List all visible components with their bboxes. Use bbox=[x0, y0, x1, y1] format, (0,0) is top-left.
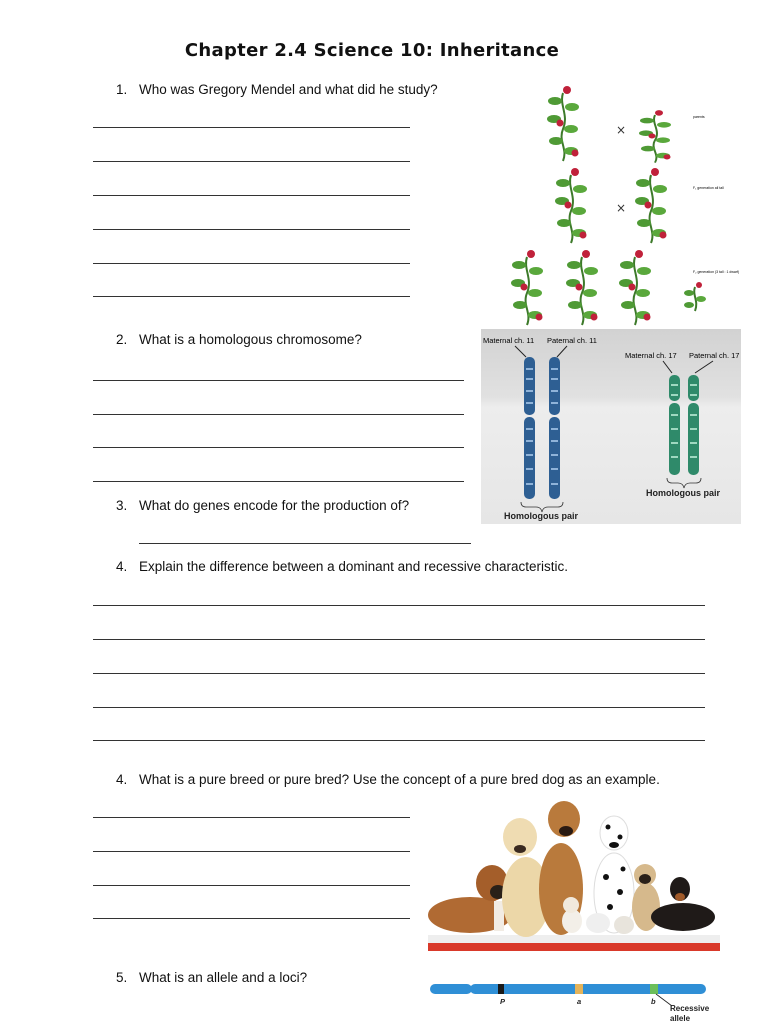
maternal-ch11-label: Maternal ch. 11 bbox=[483, 336, 535, 345]
answer-line[interactable] bbox=[93, 673, 705, 674]
locus-a-band bbox=[575, 984, 583, 994]
question-number: 5. bbox=[116, 970, 128, 985]
answer-line[interactable] bbox=[93, 639, 705, 640]
figure-label: F₂ generation (3 tall : 1 dwarf) bbox=[693, 270, 740, 274]
f2-plant bbox=[511, 250, 543, 325]
question-number: 3. bbox=[116, 498, 128, 513]
pea-plant-illustration bbox=[505, 85, 745, 327]
locus-p-band bbox=[498, 984, 504, 994]
chromosome-17-maternal bbox=[669, 375, 680, 475]
answer-line[interactable] bbox=[93, 229, 410, 230]
answer-line[interactable] bbox=[93, 414, 464, 415]
question-4 bbox=[116, 559, 568, 574]
purebred-dogs-figure bbox=[428, 797, 720, 957]
question-5 bbox=[116, 970, 307, 985]
question-text: Explain the difference between a dominant and recessive characteristic. bbox=[139, 559, 568, 574]
question-number: 2. bbox=[116, 332, 128, 347]
chromosome-loci-illustration bbox=[428, 978, 728, 1024]
question-text: What is a pure breed or pure bred? Use the concept of a pure bred dog as an example. bbox=[139, 772, 660, 787]
answer-line[interactable] bbox=[93, 263, 410, 264]
answer-line[interactable] bbox=[93, 918, 410, 919]
question-1 bbox=[116, 82, 438, 97]
page-title: Chapter 2.4 Science 10: Inheritance bbox=[184, 40, 560, 61]
chromosome-illustration bbox=[481, 329, 741, 524]
doberman-dog bbox=[651, 877, 715, 931]
question-4b bbox=[116, 772, 660, 787]
question-text: What do genes encode for the production of? bbox=[139, 498, 410, 513]
f2-dwarf-plant bbox=[684, 282, 706, 311]
answer-line[interactable] bbox=[93, 161, 410, 162]
question-number: 4. bbox=[116, 772, 128, 787]
recessive-allele-label bbox=[670, 1004, 711, 1023]
boxer-dog bbox=[428, 865, 512, 933]
answer-line[interactable] bbox=[93, 127, 410, 128]
f1-plant bbox=[635, 168, 667, 243]
question-3 bbox=[116, 498, 409, 513]
answer-line[interactable] bbox=[93, 740, 705, 741]
pea-plant-figure bbox=[505, 85, 745, 327]
chromosome-17-paternal bbox=[688, 375, 699, 475]
answer-line[interactable] bbox=[139, 543, 471, 544]
answer-line[interactable] bbox=[93, 605, 705, 606]
locus-label: b bbox=[651, 997, 656, 1006]
cross-symbol: × bbox=[616, 123, 627, 137]
answer-line[interactable] bbox=[93, 851, 410, 852]
answer-line[interactable] bbox=[93, 296, 410, 297]
answer-line[interactable] bbox=[93, 885, 410, 886]
answer-line[interactable] bbox=[93, 380, 464, 381]
locus-label: a bbox=[577, 997, 582, 1006]
dwarf-parent-plant bbox=[639, 110, 671, 163]
homologous-chromosome-figure bbox=[481, 329, 741, 524]
figure-label: parents bbox=[693, 115, 705, 119]
question-text: What is an allele and a loci? bbox=[139, 970, 308, 985]
f1-plant bbox=[555, 168, 587, 243]
locus-b-band bbox=[650, 984, 658, 994]
answer-line[interactable] bbox=[93, 447, 464, 448]
cross-symbol: × bbox=[616, 201, 627, 215]
answer-line[interactable] bbox=[93, 481, 464, 482]
f2-plant bbox=[619, 250, 651, 325]
dogs-illustration bbox=[428, 797, 720, 957]
question-2 bbox=[116, 332, 362, 347]
allele-loci-figure bbox=[428, 978, 728, 1024]
question-text: What is a homologous chromosome? bbox=[139, 332, 362, 347]
maternal-ch17-label: Maternal ch. 17 bbox=[625, 351, 677, 360]
paternal-ch11-label: Paternal ch. 11 bbox=[547, 336, 597, 345]
paternal-ch17-label: Paternal ch. 17 bbox=[689, 351, 740, 360]
homologous-pair-label: Homologous pair bbox=[504, 511, 578, 521]
locus-label: P bbox=[500, 997, 506, 1006]
chromosome-11-maternal bbox=[524, 357, 535, 499]
answer-line[interactable] bbox=[93, 707, 705, 708]
recessive-allele-word: Recessive bbox=[670, 1004, 710, 1013]
answer-line[interactable] bbox=[93, 195, 410, 196]
chromosome-11-paternal bbox=[549, 357, 560, 499]
f2-plant bbox=[566, 250, 598, 325]
answer-line[interactable] bbox=[93, 817, 410, 818]
recessive-allele-word: allele bbox=[670, 1014, 691, 1023]
question-text: Who was Gregory Mendel and what did he study? bbox=[139, 82, 438, 97]
figure-label: F₁ generation all tall bbox=[693, 186, 724, 190]
homologous-pair-label: Homologous pair bbox=[646, 488, 720, 498]
question-number: 1. bbox=[116, 82, 128, 97]
tall-parent-plant bbox=[547, 86, 579, 161]
question-number: 4. bbox=[116, 559, 128, 574]
